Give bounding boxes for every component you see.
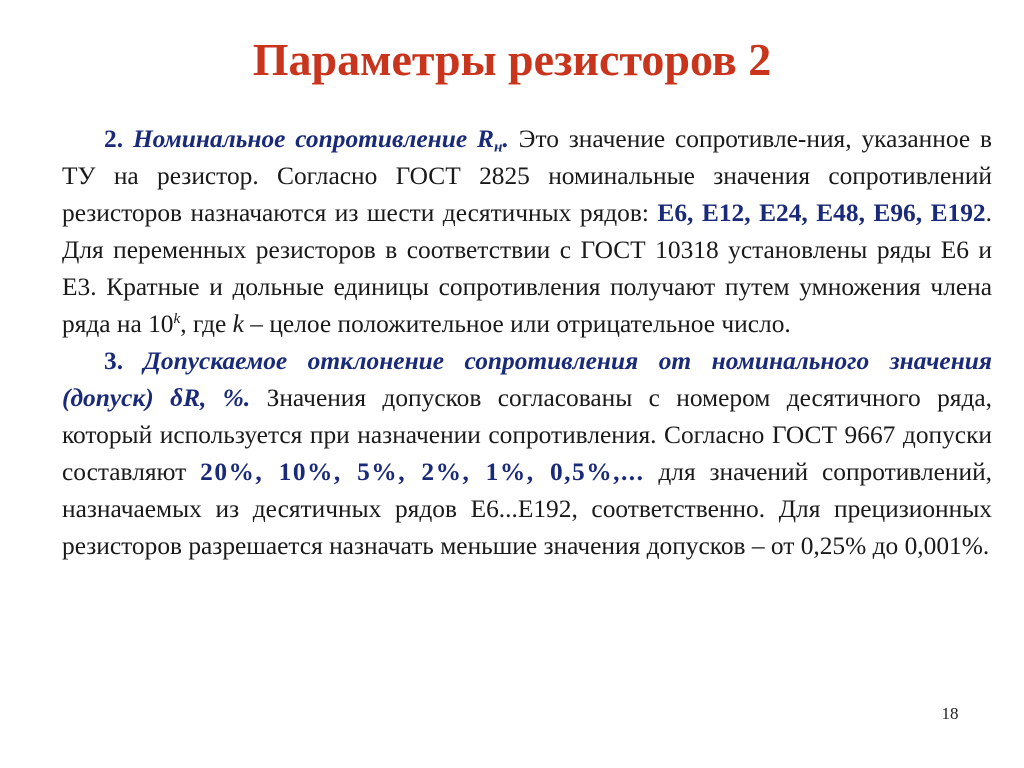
term-dot: . [502,125,509,153]
paragraph-nominal-resistance [62,121,992,343]
para1-text-2: . Для переменных резисторов в соответствии с ГОСТ 10318 установлены ряды Е6 и Е3. Кратные и дольные единицы сопротивления получают путем умножения члена ряда на 10 [62,199,992,338]
variable-k: k [232,310,244,338]
slide-title: Параметры резисторов 2 [252,34,772,85]
para2-text-1: Значения допусков согласованы с номером десятичного ряда, который используется при назначении сопротивления. Согласно ГОСТ 9667 допуски составляют [62,384,992,486]
term-tolerance: Допускаемое отклонение сопротивления от номинального значения (допуск) δR, %. [62,347,992,412]
para1-text-1: Это значение сопротивле-ния, указанное в ТУ на резистор. Согласно ГОСТ 2825 номинальные значения сопротивлений резисторов назначаются из шести десятичных рядов: [62,125,992,227]
slide-body [62,121,992,565]
para2-text-2: для значений сопротивлений, назначаемых из десятичных рядов Е6...Е192, соответственно. Для прецизионных резисторов разрешается назначать меньшие значения допусков – от 0,25% до 0,001%. [62,458,993,560]
para1-text-3: , где [180,310,233,338]
paragraph-tolerance [62,343,992,565]
item-number-2: 2. [104,125,124,153]
term-nominal-resistance-text: Номинальное сопротивление R [132,125,494,153]
term-subscript: н [493,138,503,156]
para1-text-4: – целое положительное или отрицательное число. [243,310,791,338]
page-number: 18 [941,704,959,723]
item-number-3: 3. [104,347,124,375]
term-nominal-resistance [132,125,509,156]
tolerance-list: 20%, 10%, 5%, 2%, 1%, 0,5%,... [200,458,645,486]
series-list: Е6, Е12, Е24, Е48, Е96, Е192 [657,199,986,227]
exponent-k: k [173,309,181,327]
